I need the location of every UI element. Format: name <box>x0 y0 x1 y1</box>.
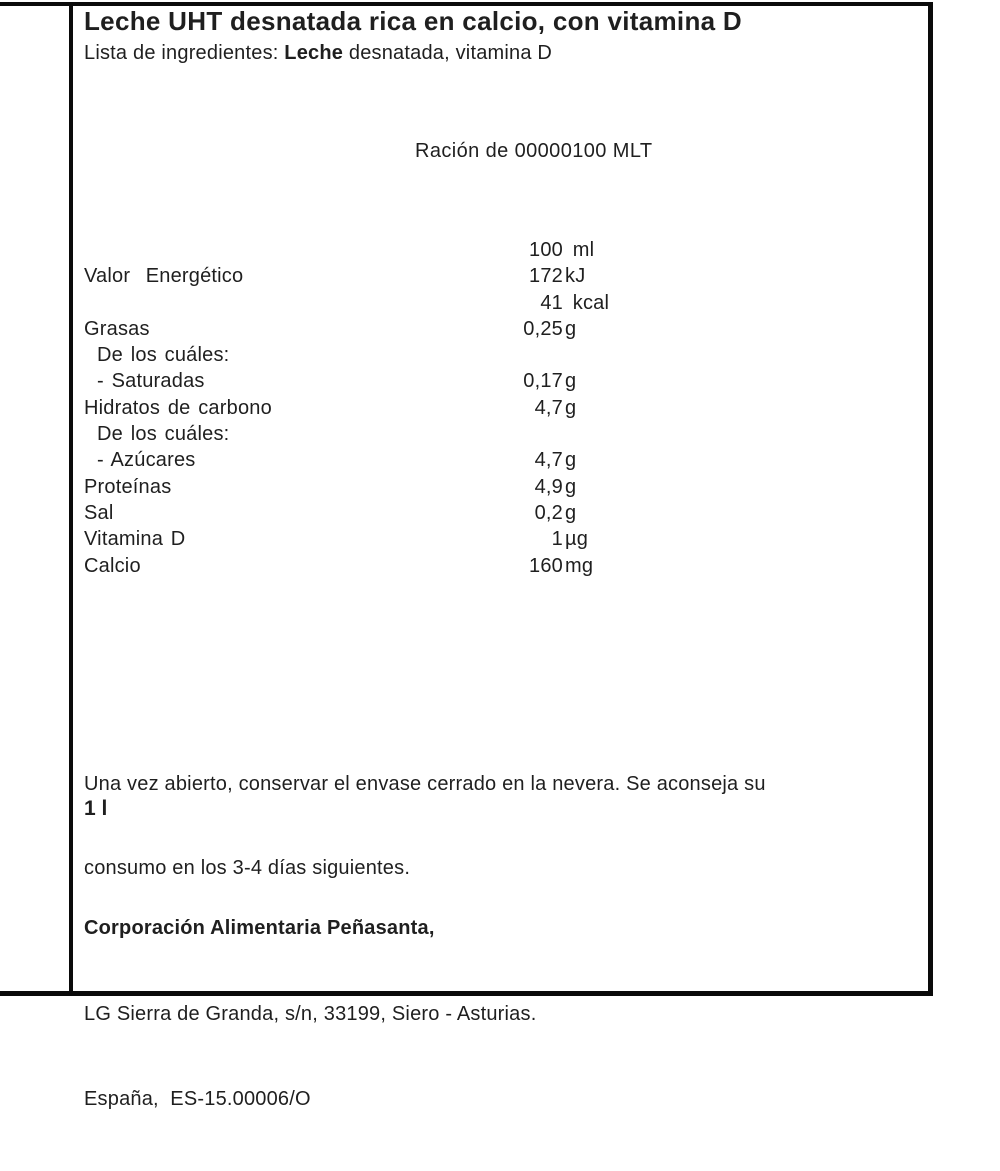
manufacturer-address: LG Sierra de Granda, s/n, 33199, Siero - Asturias. <box>84 1002 537 1025</box>
nutrient-label: Grasas <box>84 317 150 340</box>
manufacturer-name: Corporación Alimentaria Peñasanta, <box>84 917 435 939</box>
quantity-header-value: 100 <box>529 239 563 261</box>
nutrition-row-of-which-carbohydrate <box>84 421 704 447</box>
nutrient-label: Hidratos de carbono <box>84 396 272 419</box>
nutrition-row-saturates <box>84 368 704 394</box>
nutrient-label: Calcio <box>84 554 141 577</box>
nutrition-row-of-which-fat <box>84 342 704 368</box>
nutrient-unit: g <box>565 449 577 472</box>
nutrient-unit <box>563 421 704 447</box>
serving-size: Ración de 00000100 MLT <box>415 140 653 162</box>
nutrition-row-fat <box>84 316 704 342</box>
nutrition-row-salt <box>84 500 704 526</box>
nutrient-label <box>84 237 414 263</box>
nutrient-label: De los cuáles: <box>97 423 230 446</box>
nutrient-label: De los cuáles: <box>97 344 230 367</box>
nutrition-row-energy-kcal <box>84 290 704 316</box>
nutrition-table <box>84 237 704 579</box>
nutrient-unit: g <box>565 396 577 419</box>
nutrition-row-calcium <box>84 553 704 579</box>
product-title: Leche UHT desnatada rica en calcio, con vitamina D <box>84 6 742 36</box>
label-border-left <box>69 2 73 996</box>
ingredients-suffix: desnatada, vitamina D <box>348 42 553 64</box>
manufacturer-registration: España, ES-15.00006/O <box>84 1088 311 1110</box>
ingredients-line <box>84 42 552 65</box>
ingredients-prefix: Lista de ingredientes: <box>84 42 279 64</box>
nutrient-unit <box>563 342 704 368</box>
nutrient-value: 160 <box>529 554 563 577</box>
net-quantity: 1 l <box>84 797 108 820</box>
nutrient-value: 0,25 <box>523 317 563 340</box>
nutrient-label: - Azúcares <box>97 449 196 472</box>
nutrient-value: 0,2 <box>534 501 563 524</box>
storage-instructions-line2: consumo en los 3-4 días siguientes. <box>84 857 411 879</box>
nutrient-label <box>84 290 414 316</box>
nutrient-unit: mg <box>565 554 594 577</box>
nutrient-value: 4,7 <box>534 449 563 472</box>
nutrition-row-sugars <box>84 447 704 473</box>
nutrient-unit: g <box>565 317 577 340</box>
nutrient-value: 172 <box>529 265 563 288</box>
nutrient-value: 4,7 <box>534 396 563 419</box>
nutrient-unit: g <box>565 501 577 524</box>
nutrient-label: - Saturadas <box>97 370 205 393</box>
nutrient-value: 41 <box>540 291 563 314</box>
nutrient-value: 4,9 <box>534 475 563 498</box>
nutrient-unit: g <box>565 370 577 393</box>
nutrient-unit: µg <box>565 528 589 551</box>
nutrition-column-header <box>84 237 704 263</box>
label-border-right <box>928 2 933 996</box>
nutrient-value <box>414 342 563 368</box>
nutrition-row-vitamin-d <box>84 526 704 552</box>
quantity-header-unit: ml <box>565 239 595 261</box>
ingredients-highlight: Leche <box>284 42 344 64</box>
manufacturer-block <box>84 857 536 1171</box>
nutrient-label: Sal <box>84 501 114 524</box>
nutrition-row-protein <box>84 474 704 500</box>
nutrient-value <box>414 421 563 447</box>
nutrient-unit: g <box>565 475 577 498</box>
nutrient-value: 1 <box>551 528 563 551</box>
nutrient-unit: kcal <box>565 291 610 314</box>
nutrient-value: 0,17 <box>523 370 563 393</box>
storage-instructions-line1: Una vez abierto, conservar el envase cerrado en la nevera. Se aconseja su <box>84 773 766 795</box>
nutrient-unit: kJ <box>565 265 586 288</box>
nutrient-label: Proteínas <box>84 475 172 498</box>
nutrient-label: Vitamina D <box>84 528 186 551</box>
nutrition-row-carbohydrate <box>84 395 704 421</box>
nutrient-label: Valor Energético <box>84 265 244 288</box>
nutrition-row-energy-kj <box>84 263 704 289</box>
